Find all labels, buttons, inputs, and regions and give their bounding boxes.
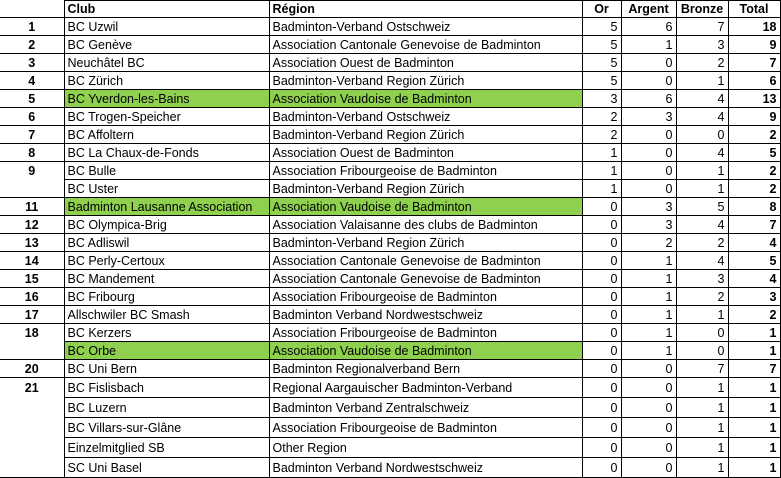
club-cell: Badminton Lausanne Association	[64, 198, 269, 216]
table-row	[0, 438, 780, 458]
club-cell: Neuchâtel BC	[64, 54, 269, 72]
total-count-cell: 7	[728, 216, 780, 234]
header-rank	[0, 1, 64, 18]
gold-count-cell: 0	[582, 234, 621, 252]
club-cell: BC Yverdon-les-Bains	[64, 90, 269, 108]
silver-count-cell: 0	[621, 360, 676, 378]
bronze-count-cell: 1	[676, 180, 728, 198]
gold-count-cell: 0	[582, 306, 621, 324]
gold-count-cell: 2	[582, 126, 621, 144]
gold-count-cell: 1	[582, 180, 621, 198]
silver-count-cell: 1	[621, 324, 676, 342]
rank-cell: 3	[0, 54, 64, 72]
rank-cell: 20	[0, 360, 64, 378]
table-row	[0, 126, 780, 144]
silver-count-cell: 6	[621, 18, 676, 36]
region-cell: Association Vaudoise de Badminton	[269, 342, 582, 360]
table-row	[0, 324, 780, 342]
silver-count-cell: 0	[621, 438, 676, 458]
rank-cell	[0, 342, 64, 360]
rank-cell: 6	[0, 108, 64, 126]
club-cell: BC Zürich	[64, 72, 269, 90]
total-count-cell: 6	[728, 72, 780, 90]
gold-count-cell: 0	[582, 288, 621, 306]
table-row	[0, 216, 780, 234]
total-count-cell: 1	[728, 398, 780, 418]
table-row	[0, 342, 780, 360]
club-cell: BC Olympica-Brig	[64, 216, 269, 234]
table-row	[0, 108, 780, 126]
region-cell: Regional Aargauischer Badminton-Verband	[269, 378, 582, 398]
header-total: Total	[728, 1, 780, 18]
silver-count-cell: 6	[621, 90, 676, 108]
region-cell: Association Valaisanne des clubs de Badminton	[269, 216, 582, 234]
region-cell: Badminton-Verband Region Zürich	[269, 126, 582, 144]
total-count-cell: 1	[728, 378, 780, 398]
header-region: Région	[269, 1, 582, 18]
gold-count-cell: 0	[582, 342, 621, 360]
silver-count-cell: 3	[621, 108, 676, 126]
total-count-cell: 1	[728, 418, 780, 438]
gold-count-cell: 0	[582, 216, 621, 234]
silver-count-cell: 0	[621, 144, 676, 162]
club-cell: SC Uni Basel	[64, 458, 269, 478]
region-cell: Association Ouest de Badminton	[269, 54, 582, 72]
total-count-cell: 5	[728, 252, 780, 270]
total-count-cell: 1	[728, 342, 780, 360]
gold-count-cell: 2	[582, 108, 621, 126]
gold-count-cell: 1	[582, 162, 621, 180]
rank-cell: 21	[0, 378, 64, 398]
bronze-count-cell: 1	[676, 438, 728, 458]
total-count-cell: 1	[728, 324, 780, 342]
total-count-cell: 8	[728, 198, 780, 216]
table-row	[0, 72, 780, 90]
bronze-count-cell: 1	[676, 458, 728, 478]
gold-count-cell: 3	[582, 90, 621, 108]
gold-count-cell: 0	[582, 438, 621, 458]
rank-cell: 17	[0, 306, 64, 324]
total-count-cell: 7	[728, 360, 780, 378]
silver-count-cell: 3	[621, 216, 676, 234]
table-row	[0, 378, 780, 398]
region-cell: Association Fribourgeoise de Badminton	[269, 418, 582, 438]
bronze-count-cell: 0	[676, 324, 728, 342]
region-cell: Association Cantonale Genevoise de Badminton	[269, 252, 582, 270]
total-count-cell: 13	[728, 90, 780, 108]
total-count-cell: 2	[728, 180, 780, 198]
bronze-count-cell: 2	[676, 54, 728, 72]
club-cell: BC Adliswil	[64, 234, 269, 252]
club-cell: BC Affoltern	[64, 126, 269, 144]
club-cell: BC Genève	[64, 36, 269, 54]
header-or: Or	[582, 1, 621, 18]
rank-cell	[0, 398, 64, 418]
gold-count-cell: 0	[582, 378, 621, 398]
gold-count-cell: 5	[582, 36, 621, 54]
table-row	[0, 144, 780, 162]
rank-cell: 9	[0, 162, 64, 180]
region-cell: Association Cantonale Genevoise de Badminton	[269, 270, 582, 288]
table-row	[0, 252, 780, 270]
region-cell: Badminton-Verband Region Zürich	[269, 72, 582, 90]
rank-cell	[0, 418, 64, 438]
club-cell: BC Luzern	[64, 398, 269, 418]
bronze-count-cell: 5	[676, 198, 728, 216]
gold-count-cell: 0	[582, 418, 621, 438]
bronze-count-cell: 1	[676, 398, 728, 418]
table-row	[0, 198, 780, 216]
bronze-count-cell: 4	[676, 216, 728, 234]
gold-count-cell: 5	[582, 54, 621, 72]
rank-cell: 18	[0, 324, 64, 342]
silver-count-cell: 0	[621, 458, 676, 478]
club-cell: BC Villars-sur-Glâne	[64, 418, 269, 438]
bronze-count-cell: 3	[676, 36, 728, 54]
rank-cell: 15	[0, 270, 64, 288]
bronze-count-cell: 2	[676, 234, 728, 252]
bronze-count-cell: 1	[676, 418, 728, 438]
silver-count-cell: 1	[621, 288, 676, 306]
rank-cell: 7	[0, 126, 64, 144]
total-count-cell: 9	[728, 108, 780, 126]
silver-count-cell: 1	[621, 342, 676, 360]
silver-count-cell: 0	[621, 418, 676, 438]
gold-count-cell: 5	[582, 72, 621, 90]
gold-count-cell: 0	[582, 360, 621, 378]
rank-cell: 12	[0, 216, 64, 234]
table-row	[0, 288, 780, 306]
rank-cell: 13	[0, 234, 64, 252]
silver-count-cell: 1	[621, 270, 676, 288]
table-row	[0, 360, 780, 378]
rank-cell: 1	[0, 18, 64, 36]
total-count-cell: 4	[728, 234, 780, 252]
silver-count-cell: 1	[621, 306, 676, 324]
table-row	[0, 306, 780, 324]
gold-count-cell: 1	[582, 144, 621, 162]
table-row	[0, 180, 780, 198]
club-cell: BC Trogen-Speicher	[64, 108, 269, 126]
bronze-count-cell: 0	[676, 126, 728, 144]
rank-cell	[0, 438, 64, 458]
rank-cell: 16	[0, 288, 64, 306]
total-count-cell: 5	[728, 144, 780, 162]
bronze-count-cell: 4	[676, 108, 728, 126]
table-row	[0, 270, 780, 288]
gold-count-cell: 0	[582, 198, 621, 216]
table-row	[0, 398, 780, 418]
bronze-count-cell: 1	[676, 378, 728, 398]
header-argent: Argent	[621, 1, 676, 18]
club-cell: BC La Chaux-de-Fonds	[64, 144, 269, 162]
club-cell: Allschwiler BC Smash	[64, 306, 269, 324]
total-count-cell: 1	[728, 458, 780, 478]
table-row	[0, 234, 780, 252]
club-cell: BC Perly-Certoux	[64, 252, 269, 270]
rank-cell: 2	[0, 36, 64, 54]
region-cell: Other Region	[269, 438, 582, 458]
header-bronze: Bronze	[676, 1, 728, 18]
bronze-count-cell: 1	[676, 306, 728, 324]
club-cell: BC Uzwil	[64, 18, 269, 36]
region-cell: Association Vaudoise de Badminton	[269, 198, 582, 216]
bronze-count-cell: 7	[676, 18, 728, 36]
total-count-cell: 9	[728, 36, 780, 54]
gold-count-cell: 5	[582, 18, 621, 36]
region-cell: Badminton-Verband Ostschweiz	[269, 18, 582, 36]
club-cell: BC Kerzers	[64, 324, 269, 342]
region-cell: Badminton Verband Zentralschweiz	[269, 398, 582, 418]
club-cell: BC Mandement	[64, 270, 269, 288]
silver-count-cell: 2	[621, 234, 676, 252]
silver-count-cell: 0	[621, 398, 676, 418]
total-count-cell: 4	[728, 270, 780, 288]
gold-count-cell: 0	[582, 458, 621, 478]
table-row	[0, 54, 780, 72]
total-count-cell: 1	[728, 438, 780, 458]
header-club: Club	[64, 1, 269, 18]
rank-cell: 14	[0, 252, 64, 270]
region-cell: Association Vaudoise de Badminton	[269, 90, 582, 108]
silver-count-cell: 3	[621, 198, 676, 216]
silver-count-cell: 1	[621, 36, 676, 54]
silver-count-cell: 0	[621, 72, 676, 90]
total-count-cell: 2	[728, 162, 780, 180]
region-cell: Badminton-Verband Ostschweiz	[269, 108, 582, 126]
header-row	[0, 1, 780, 18]
bronze-count-cell: 1	[676, 162, 728, 180]
total-count-cell: 7	[728, 54, 780, 72]
region-cell: Badminton Verband Nordwestschweiz	[269, 306, 582, 324]
bronze-count-cell: 4	[676, 144, 728, 162]
silver-count-cell: 0	[621, 162, 676, 180]
silver-count-cell: 0	[621, 180, 676, 198]
region-cell: Badminton Regionalverband Bern	[269, 360, 582, 378]
table-row	[0, 36, 780, 54]
table-row	[0, 162, 780, 180]
silver-count-cell: 1	[621, 252, 676, 270]
table-body	[0, 18, 780, 478]
region-cell: Association Fribourgeoise de Badminton	[269, 162, 582, 180]
club-cell: Einzelmitglied SB	[64, 438, 269, 458]
total-count-cell: 18	[728, 18, 780, 36]
club-cell: BC Bulle	[64, 162, 269, 180]
bronze-count-cell: 7	[676, 360, 728, 378]
region-cell: Badminton-Verband Region Zürich	[269, 234, 582, 252]
region-cell: Badminton-Verband Region Zürich	[269, 180, 582, 198]
bronze-count-cell: 0	[676, 342, 728, 360]
gold-count-cell: 0	[582, 270, 621, 288]
club-cell: BC Orbe	[64, 342, 269, 360]
rank-cell: 4	[0, 72, 64, 90]
region-cell: Association Fribourgeoise de Badminton	[269, 288, 582, 306]
bronze-count-cell: 1	[676, 72, 728, 90]
gold-count-cell: 0	[582, 252, 621, 270]
silver-count-cell: 0	[621, 126, 676, 144]
club-cell: BC Uster	[64, 180, 269, 198]
club-cell: BC Fislisbach	[64, 378, 269, 398]
club-cell: BC Uni Bern	[64, 360, 269, 378]
silver-count-cell: 0	[621, 54, 676, 72]
table-row	[0, 18, 780, 36]
rank-cell: 5	[0, 90, 64, 108]
rank-cell: 11	[0, 198, 64, 216]
club-cell: BC Fribourg	[64, 288, 269, 306]
bronze-count-cell: 3	[676, 270, 728, 288]
total-count-cell: 2	[728, 126, 780, 144]
total-count-cell: 2	[728, 306, 780, 324]
bronze-count-cell: 2	[676, 288, 728, 306]
gold-count-cell: 0	[582, 324, 621, 342]
rank-cell: 8	[0, 144, 64, 162]
silver-count-cell: 0	[621, 378, 676, 398]
rank-cell	[0, 180, 64, 198]
region-cell: Association Fribourgeoise de Badminton	[269, 324, 582, 342]
region-cell: Badminton Verband Nordwestschweiz	[269, 458, 582, 478]
region-cell: Association Ouest de Badminton	[269, 144, 582, 162]
total-count-cell: 3	[728, 288, 780, 306]
bronze-count-cell: 4	[676, 90, 728, 108]
bronze-count-cell: 4	[676, 252, 728, 270]
region-cell: Association Cantonale Genevoise de Badminton	[269, 36, 582, 54]
gold-count-cell: 0	[582, 398, 621, 418]
table-row	[0, 90, 780, 108]
table-row	[0, 418, 780, 438]
